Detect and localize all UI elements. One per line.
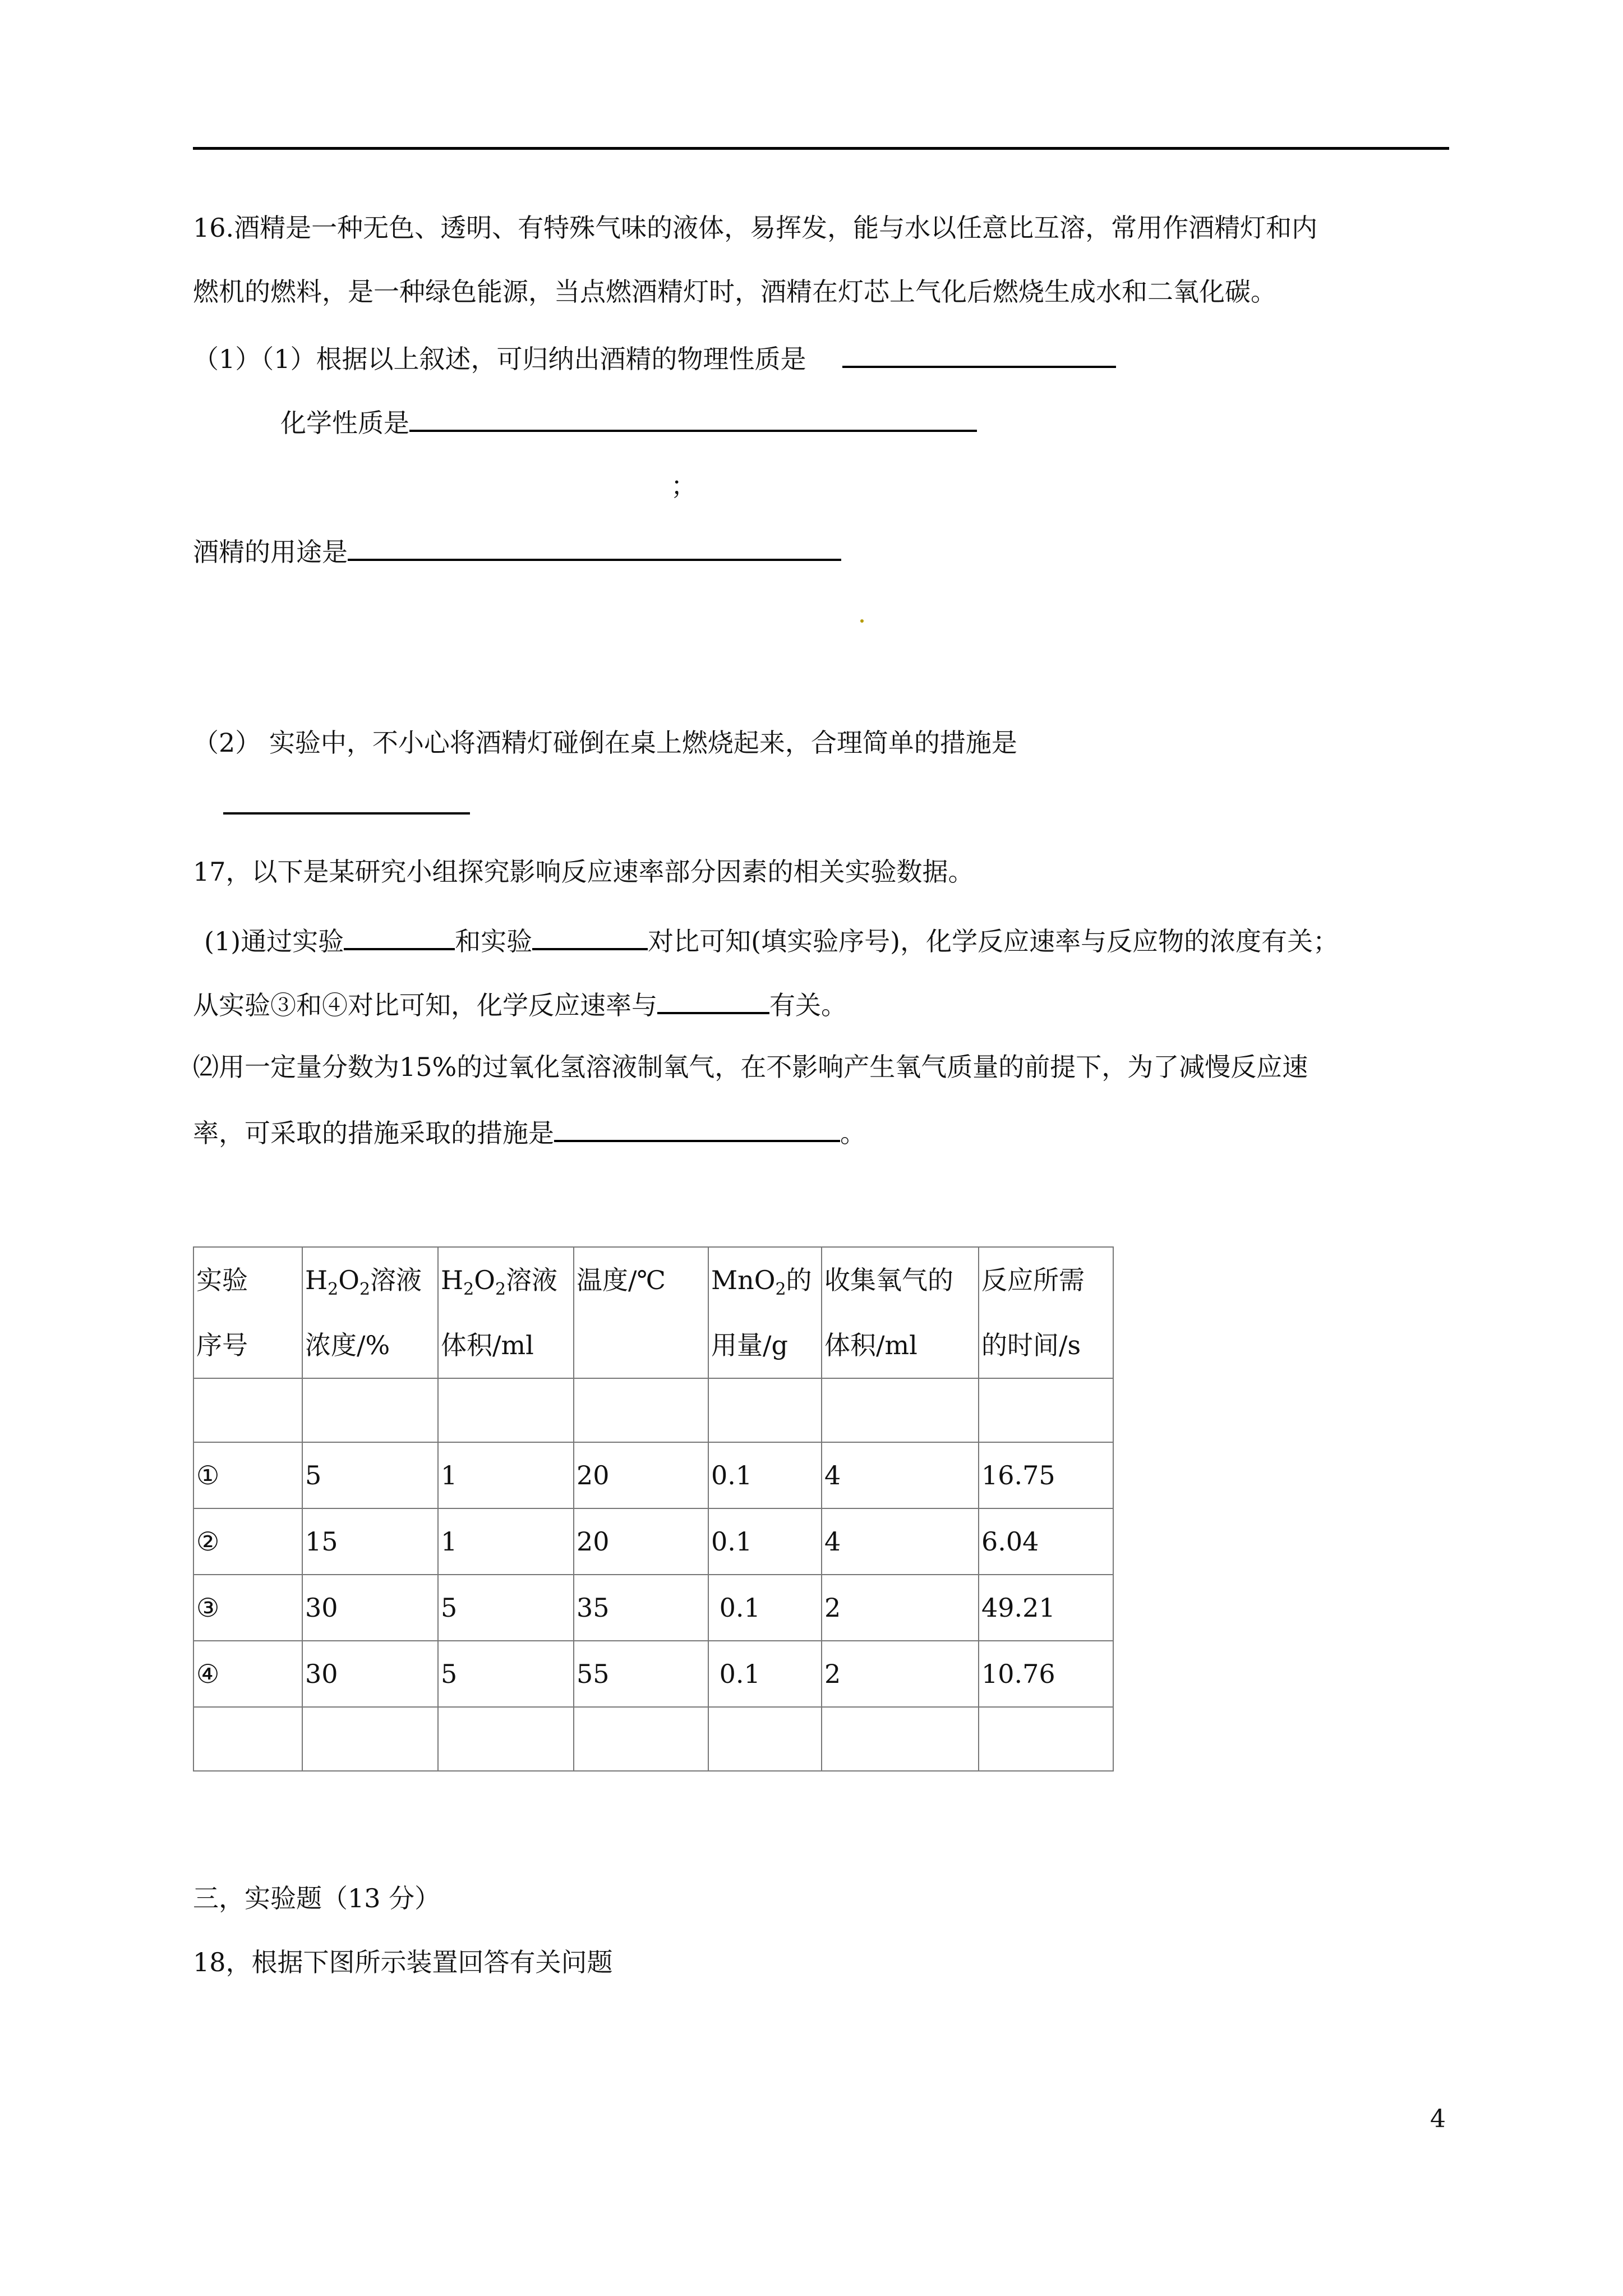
table-cell — [822, 1378, 979, 1442]
header-cell: MnO$_2$的 用量/g — [708, 1247, 822, 1378]
table-row — [193, 1442, 1113, 1508]
table-cell — [574, 1707, 708, 1771]
q17-p2-c: 。 — [840, 1118, 866, 1148]
q16-part2-answer — [223, 786, 470, 822]
measure-blank[interactable] — [223, 786, 470, 815]
table-cell: ④ — [193, 1641, 302, 1707]
table-cell: 0.1 — [708, 1575, 822, 1641]
table-cell: 1 — [438, 1508, 574, 1575]
header-cell: $H_2O_2$溶液 体积/ml — [438, 1247, 574, 1378]
q17-stem: 17，以下是某研究小组探究影响反应速率部分因素的相关实验数据。 — [193, 857, 974, 887]
q17-p2-line2 — [193, 1114, 866, 1150]
table-cell — [438, 1378, 574, 1442]
table-cell: 5 — [438, 1575, 574, 1641]
table-cell: ③ — [193, 1575, 302, 1641]
q16-semicolon: ； — [671, 471, 697, 501]
table-cell: ① — [193, 1442, 302, 1508]
header-cell: 反应所需 的时间/s — [979, 1247, 1113, 1378]
q17-p1-a: (1)通过实验 — [204, 926, 344, 956]
table-row — [193, 1378, 1113, 1442]
q17-p2-b: 率，可采取的措施采取的措施是 — [193, 1118, 554, 1148]
table-cell — [979, 1707, 1113, 1771]
table-cell: 35 — [574, 1575, 708, 1641]
table-cell — [979, 1378, 1113, 1442]
slow-rate-blank[interactable] — [554, 1114, 840, 1142]
table-cell — [302, 1707, 438, 1771]
use-label: 酒精的用途是 — [193, 537, 348, 567]
header-cell: 实验 序号 — [193, 1247, 302, 1378]
table-row — [193, 1707, 1113, 1771]
q17-p1-e: 有关。 — [769, 990, 847, 1020]
table-cell: 1 — [438, 1442, 574, 1508]
page-number: 4 — [1430, 2105, 1446, 2133]
chem-property-label: 化学性质是 — [280, 408, 409, 438]
table-cell: 2 — [822, 1641, 979, 1707]
q17-p1-c: 对比可知(填实验序号)，化学反应速率与反应物的浓度有关； — [648, 926, 1339, 956]
q18-stem: 18，根据下图所示装置回答有关问题 — [193, 1947, 613, 1977]
table-cell — [193, 1707, 302, 1771]
table-cell: 0.1 — [708, 1508, 822, 1575]
table-cell — [193, 1378, 302, 1442]
table-cell: 5 — [438, 1641, 574, 1707]
table-cell — [438, 1707, 574, 1771]
table-cell: 49.21 — [979, 1575, 1113, 1641]
table-cell: 20 — [574, 1442, 708, 1508]
q16-stem-line2: 燃机的燃料，是一种绿色能源，当点燃酒精灯时，酒精在灯芯上气化后燃烧生成水和二氧化碳。 — [193, 277, 1276, 307]
q16-part2: （2） 实验中，不小心将酒精灯碰倒在桌上燃烧起来，合理简单的措施是 — [193, 728, 1017, 758]
table-row — [193, 1575, 1113, 1641]
table-cell: 4 — [822, 1442, 979, 1508]
header-cell: 收集氧气的 体积/ml — [822, 1247, 979, 1378]
q17-p1-line2 — [193, 986, 847, 1022]
factor-blank[interactable] — [657, 986, 769, 1014]
stray-mark — [860, 619, 864, 623]
q16-chem — [280, 404, 977, 440]
table-cell — [822, 1707, 979, 1771]
chem-property-blank[interactable] — [409, 404, 977, 432]
table-cell: 6.04 — [979, 1508, 1113, 1575]
q16-part1-label: （1）（1）根据以上叙述，可归纳出酒精的物理性质是 — [193, 344, 806, 374]
table-cell: 0.1 — [708, 1641, 822, 1707]
table-cell: 5 — [302, 1442, 438, 1508]
table-cell: 30 — [302, 1641, 438, 1707]
table-cell: 10.76 — [979, 1641, 1113, 1707]
q16-use — [193, 533, 841, 569]
table-cell: ② — [193, 1508, 302, 1575]
header-cell: $H_2O_2$溶液 浓度/% — [302, 1247, 438, 1378]
table-row — [193, 1508, 1113, 1575]
table-row — [193, 1641, 1113, 1707]
header-rule — [193, 147, 1449, 150]
q16-stem-line1: 16.酒精是一种无色、透明、有特殊气味的液体，易挥发，能与水以任意比互溶，常用作酒精灯和内 — [193, 213, 1318, 243]
table-cell — [708, 1378, 822, 1442]
table-cell — [574, 1378, 708, 1442]
experiment-table — [193, 1246, 1114, 1772]
table-cell: 20 — [574, 1508, 708, 1575]
table-cell — [302, 1378, 438, 1442]
table-cell: 4 — [822, 1508, 979, 1575]
q17-p2-line1: ⑵用一定量分数为15%的过氧化氢溶液制氧气，在不影响产生氧气质量的前提下，为了减慢反应速 — [193, 1052, 1308, 1082]
table-cell: 16.75 — [979, 1442, 1113, 1508]
table-cell: 2 — [822, 1575, 979, 1641]
physical-property-blank[interactable] — [842, 340, 1116, 368]
q17-p1-b: 和实验 — [455, 926, 533, 956]
table-cell: 55 — [574, 1641, 708, 1707]
table-header-row — [193, 1247, 1113, 1378]
use-blank[interactable] — [348, 533, 841, 561]
q17-p1-line1 — [204, 922, 1339, 958]
experiment-b-blank[interactable] — [532, 922, 648, 950]
table-cell: 30 — [302, 1575, 438, 1641]
table-cell: 15 — [302, 1508, 438, 1575]
experiment-a-blank[interactable] — [344, 922, 455, 950]
q16-part1 — [193, 340, 1116, 376]
header-cell: 温度/℃ — [574, 1247, 708, 1378]
section3-title: 三，实验题（13 分） — [193, 1883, 441, 1913]
q17-p1-d: 从实验③和④对比可知，化学反应速率与 — [193, 990, 657, 1020]
table-cell: 0.1 — [708, 1442, 822, 1508]
table-cell — [708, 1707, 822, 1771]
